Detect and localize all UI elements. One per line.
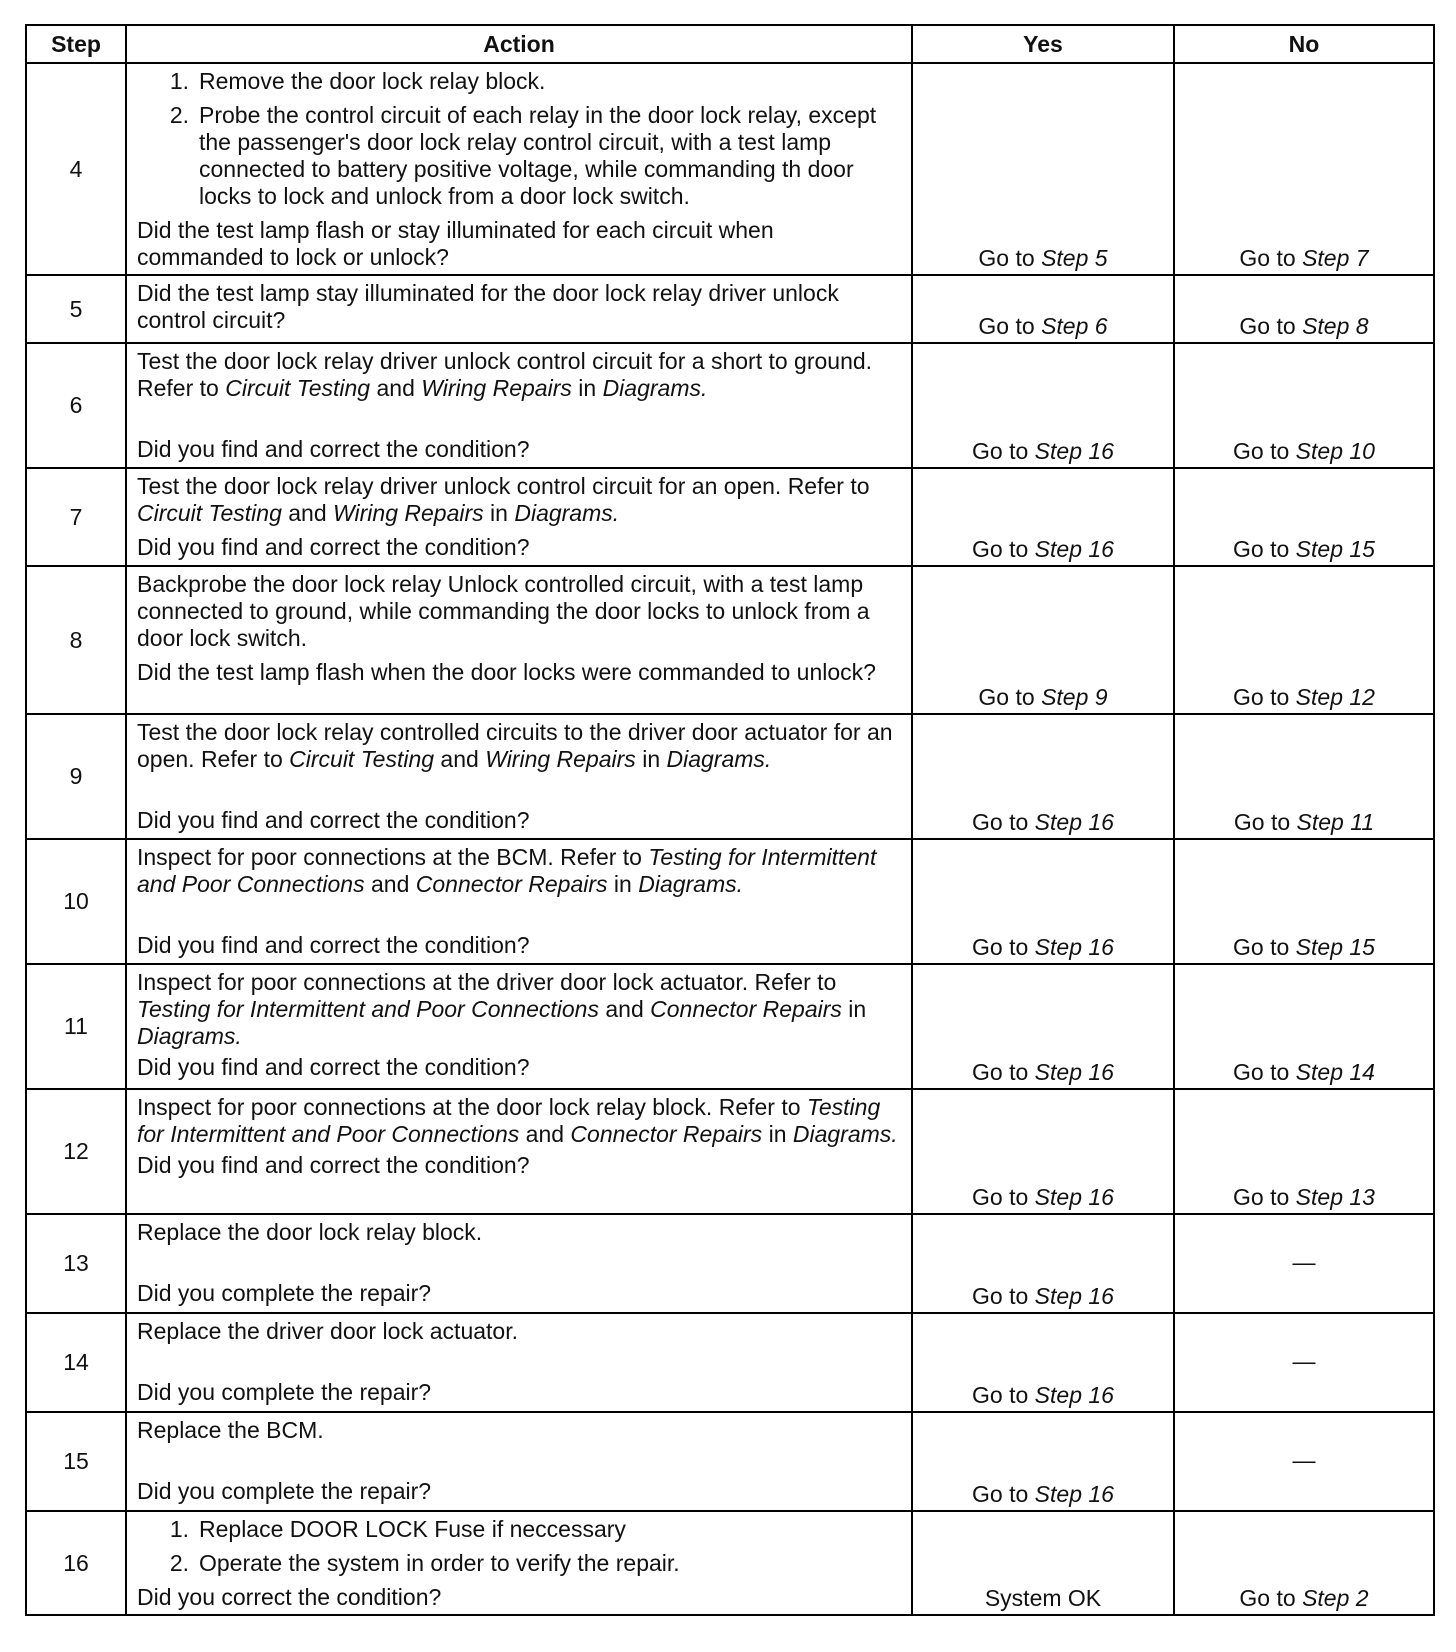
doc-reference: Circuit Testing <box>137 500 282 526</box>
no-result <box>1174 468 1434 566</box>
table-row <box>26 1089 1434 1214</box>
table-row <box>26 468 1434 566</box>
text-run: in <box>841 996 867 1022</box>
text-run: Inspect for poor connections at the driver door lock actuator. Refer to <box>137 969 837 995</box>
header-action: Action <box>126 25 912 63</box>
no-result <box>1174 1511 1434 1615</box>
text-run: Test the door lock relay controlled circuits to the driver door actuator for an open. Refer to <box>137 719 893 772</box>
no-result <box>1174 343 1434 468</box>
step-number: 14 <box>26 1313 126 1412</box>
action-cell <box>126 566 912 714</box>
step-number: 10 <box>26 839 126 964</box>
go-to-prefix: Go to <box>1233 684 1296 710</box>
step-reference: Step 16 <box>1034 438 1114 464</box>
text-run: and <box>370 375 422 401</box>
doc-reference: Diagrams. <box>514 500 620 526</box>
step-number: 9 <box>26 714 126 839</box>
step-reference: Step 5 <box>1041 245 1108 271</box>
table-row <box>26 343 1434 468</box>
doc-reference: Diagrams. <box>792 1121 898 1147</box>
step-reference: Step 10 <box>1295 438 1375 464</box>
step-number: 11 <box>26 964 126 1089</box>
step-number: 6 <box>26 343 126 468</box>
text-run: Inspect for poor connections at the BCM. Refer to <box>137 844 649 870</box>
step-reference: Step 14 <box>1295 1059 1375 1085</box>
go-to-prefix: Go to <box>972 809 1035 835</box>
question-text: Did you complete the repair? <box>137 1379 432 1405</box>
go-to-prefix: Go to <box>1233 438 1296 464</box>
go-to-prefix: Go to <box>978 684 1042 710</box>
go-to-prefix: Go to <box>1233 536 1296 562</box>
step-reference: Step 16 <box>1034 1059 1114 1085</box>
yes-result <box>912 964 1174 1089</box>
table-row <box>26 714 1434 839</box>
doc-reference: Circuit Testing <box>289 746 435 772</box>
step-reference: Step 16 <box>1034 1184 1114 1210</box>
step-number: 7 <box>26 468 126 566</box>
action-cell <box>126 275 912 343</box>
go-to-prefix: Go to <box>1239 245 1303 271</box>
instruction-text <box>137 844 901 898</box>
doc-reference: Connector Repairs <box>415 871 608 897</box>
step-reference: Step 12 <box>1295 684 1375 710</box>
text-run: in <box>571 375 603 401</box>
no-result <box>1174 63 1434 275</box>
text-run: Test the door lock relay driver unlock control circuit for a short to ground. Refer to <box>137 348 873 401</box>
table-row <box>26 275 1434 343</box>
doc-reference: Diagrams. <box>137 1023 242 1049</box>
question-text: Did the test lamp flash when the door locks were commanded to unlock? <box>137 659 876 685</box>
go-to-prefix: Go to <box>978 313 1042 339</box>
step-reference: Step 16 <box>1034 934 1114 960</box>
step-reference: Step 11 <box>1296 809 1375 835</box>
yes-result <box>912 1214 1174 1313</box>
text-run: in <box>607 871 639 897</box>
go-to-prefix: Go to <box>978 245 1042 271</box>
header-no: No <box>1174 25 1434 63</box>
go-to-prefix: Go to <box>1233 1184 1296 1210</box>
no-result <box>1174 714 1434 839</box>
step-number: 12 <box>26 1089 126 1214</box>
yes-result <box>912 1412 1174 1511</box>
doc-reference: Testing for Intermittent and Poor Connections <box>137 844 877 897</box>
question-text: Did you complete the repair? <box>137 1280 432 1306</box>
item-text: Probe the control circuit of each relay in the door lock relay, except the passenger's door lock relay control circuit, with a test lamp connected to battery positive voltage, while commanding th door locks to lock and unlock from a door lock switch. <box>199 102 877 209</box>
step-reference: Step 2 <box>1302 1585 1369 1611</box>
yes-result <box>912 275 1174 343</box>
text-run: in <box>762 1121 793 1147</box>
table-row <box>26 63 1434 275</box>
yes-result <box>912 714 1174 839</box>
step-number: 15 <box>26 1412 126 1511</box>
action-cell <box>126 1412 912 1511</box>
step-reference: Step 13 <box>1295 1184 1375 1210</box>
action-cell <box>126 63 912 275</box>
step-reference: Step 16 <box>1034 809 1114 835</box>
item-text: Replace DOOR LOCK Fuse if neccessary <box>199 1516 626 1542</box>
text-run: and <box>598 996 651 1022</box>
instruction-text <box>137 1094 901 1148</box>
step-reference: Step 8 <box>1302 313 1369 339</box>
text-run: and <box>281 500 334 526</box>
instruction-text: Replace the BCM. <box>137 1417 324 1443</box>
go-to-prefix: Go to <box>972 536 1035 562</box>
table-row <box>26 566 1434 714</box>
instruction-text <box>137 719 901 773</box>
no-result: — <box>1174 1412 1434 1511</box>
no-result: — <box>1174 1313 1434 1412</box>
question-text: Did the test lamp stay illuminated for the door lock relay driver unlock control circuit? <box>137 280 839 333</box>
instruction-text <box>137 473 901 527</box>
table-row <box>26 1313 1434 1412</box>
table-row <box>26 1214 1434 1313</box>
go-to-prefix: Go to <box>972 1481 1035 1507</box>
question-text: Did you find and correct the condition? <box>137 436 530 462</box>
question-text: Did you find and correct the condition? <box>137 807 530 833</box>
text-run: and <box>519 1121 571 1147</box>
go-to-prefix: Go to <box>972 1382 1035 1408</box>
table-row <box>26 839 1434 964</box>
step-reference: Step 16 <box>1034 1481 1114 1507</box>
yes-result <box>912 839 1174 964</box>
step-reference: Step 15 <box>1295 934 1375 960</box>
doc-reference: Wiring Repairs <box>333 500 484 526</box>
table-row <box>26 1412 1434 1511</box>
step-reference: Step 9 <box>1041 684 1108 710</box>
yes-result <box>912 1089 1174 1214</box>
go-to-prefix: Go to <box>972 1184 1035 1210</box>
go-to-prefix: Go to <box>972 1283 1035 1309</box>
instruction-text <box>137 969 901 1050</box>
no-result <box>1174 275 1434 343</box>
item-number: 2. <box>169 1550 189 1576</box>
doc-reference: Circuit Testing <box>225 375 371 401</box>
header-step: Step <box>26 25 126 63</box>
item-text: Remove the door lock relay block. <box>199 68 546 94</box>
doc-reference: Wiring Repairs <box>421 375 572 401</box>
instruction-text: Backprobe the door lock relay Unlock controlled circuit, with a test lamp connected to ground, while commanding the door locks to unlock from a door lock switch. <box>137 571 870 651</box>
no-result: — <box>1174 1214 1434 1313</box>
action-cell <box>126 964 912 1089</box>
table-row <box>26 1511 1434 1615</box>
action-cell <box>126 1214 912 1313</box>
question-text: Did the test lamp flash or stay illuminated for each circuit when commanded to lock or unlock? <box>137 217 774 270</box>
list-item <box>137 1516 901 1543</box>
yes-result <box>912 343 1174 468</box>
step-number: 16 <box>26 1511 126 1615</box>
doc-reference: Connector Repairs <box>570 1121 763 1147</box>
step-reference: Step 6 <box>1041 313 1108 339</box>
question-text: Did you complete the repair? <box>137 1478 432 1504</box>
action-cell <box>126 839 912 964</box>
text-run: Inspect for poor connections at the door lock relay block. Refer to <box>137 1094 807 1120</box>
instruction-text: Replace the driver door lock actuator. <box>137 1318 518 1344</box>
no-result <box>1174 964 1434 1089</box>
question-text: Did you find and correct the condition? <box>137 932 530 958</box>
item-number: 1. <box>169 1516 189 1542</box>
step-reference: Step 16 <box>1034 1382 1114 1408</box>
go-to-prefix: Go to <box>972 1059 1035 1085</box>
yes-result <box>912 1313 1174 1412</box>
text-run: and <box>434 746 486 772</box>
action-cell <box>126 714 912 839</box>
step-reference: Step 7 <box>1302 245 1369 271</box>
yes-result <box>912 566 1174 714</box>
yes-result <box>912 63 1174 275</box>
text-run: in <box>483 500 515 526</box>
go-to-prefix: Go to <box>972 438 1035 464</box>
go-to-prefix: Go to <box>1233 809 1297 835</box>
text-run: and <box>364 871 416 897</box>
header-row <box>26 25 1434 63</box>
yes-result: System OK <box>912 1511 1174 1615</box>
doc-reference: Testing for Intermittent and Poor Connections <box>137 1094 881 1147</box>
step-number: 5 <box>26 275 126 343</box>
item-text: Operate the system in order to verify the repair. <box>199 1550 680 1576</box>
doc-reference: Connector Repairs <box>650 996 842 1022</box>
action-cell <box>126 468 912 566</box>
go-to-prefix: Go to <box>972 934 1035 960</box>
list-item <box>137 102 901 210</box>
question-text: Did you find and correct the condition? <box>137 534 530 560</box>
list-item <box>137 68 901 95</box>
item-number: 2. <box>169 102 189 128</box>
action-cell <box>126 1313 912 1412</box>
action-cell <box>126 343 912 468</box>
question-text: Did you find and correct the condition? <box>137 1054 530 1080</box>
step-number: 13 <box>26 1214 126 1313</box>
list-item <box>137 1550 901 1577</box>
doc-reference: Testing for Intermittent and Poor Connections <box>137 996 599 1022</box>
step-number: 4 <box>26 63 126 275</box>
doc-reference: Wiring Repairs <box>485 746 636 772</box>
yes-result <box>912 468 1174 566</box>
go-to-prefix: Go to <box>1233 934 1296 960</box>
question-text: Did you find and correct the condition? <box>137 1152 530 1178</box>
no-result <box>1174 566 1434 714</box>
no-result <box>1174 839 1434 964</box>
step-reference: Step 16 <box>1034 1283 1114 1309</box>
item-number: 1. <box>169 68 189 94</box>
text-run: in <box>635 746 667 772</box>
text-run: Test the door lock relay driver unlock control circuit for an open. Refer to <box>137 473 870 499</box>
doc-reference: Diagrams. <box>602 375 708 401</box>
instruction-text <box>137 348 901 402</box>
go-to-prefix: Go to <box>1239 313 1303 339</box>
action-cell <box>126 1089 912 1214</box>
no-result <box>1174 1089 1434 1214</box>
instruction-text: Replace the door lock relay block. <box>137 1219 483 1245</box>
doc-reference: Diagrams. <box>638 871 744 897</box>
go-to-prefix: Go to <box>1233 1059 1296 1085</box>
step-reference: Step 15 <box>1295 536 1375 562</box>
diagnostic-table <box>25 24 1435 1616</box>
header-yes: Yes <box>912 25 1174 63</box>
doc-reference: Diagrams. <box>666 746 772 772</box>
question-text: Did you correct the condition? <box>137 1584 442 1610</box>
table-row <box>26 964 1434 1089</box>
action-cell <box>126 1511 912 1615</box>
go-to-prefix: Go to <box>1239 1585 1303 1611</box>
step-number: 8 <box>26 566 126 714</box>
step-reference: Step 16 <box>1034 536 1114 562</box>
